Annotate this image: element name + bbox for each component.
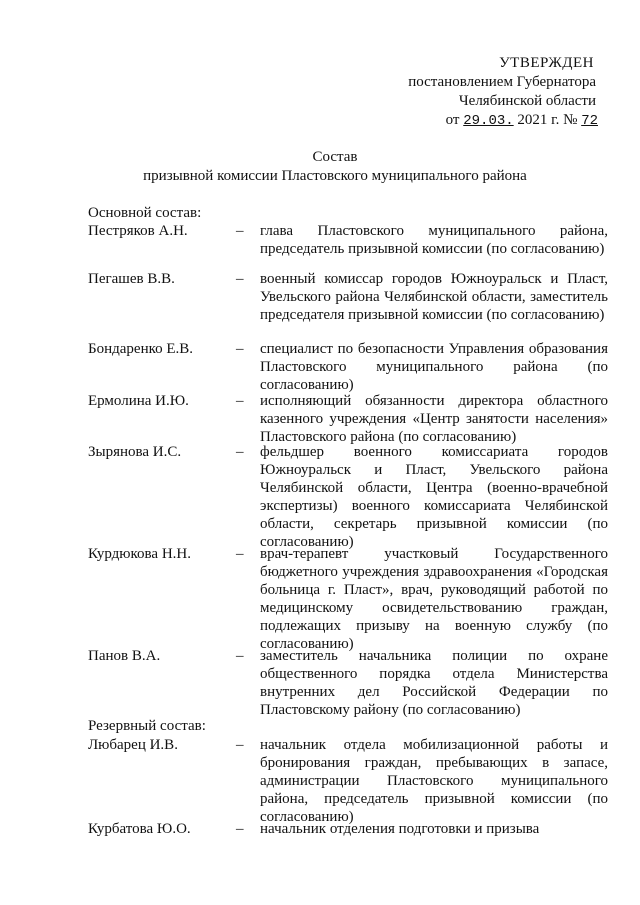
member-name: Бондаренко Е.В. (88, 341, 194, 357)
member-name: Курбатова Ю.О. (88, 821, 191, 837)
approval-heading: УТВЕРЖДЕН (499, 55, 594, 71)
member-name: Курдюкова Н.Н. (88, 546, 192, 562)
member-name: Панов В.А. (88, 648, 161, 664)
member-name: Любарец И.В. (88, 737, 178, 753)
year-text: 2021 г. № (517, 112, 578, 128)
member-name: Пегашев В.В. (88, 271, 175, 287)
dash: – (236, 737, 244, 753)
member-description: фельдшер военного комиссариата городов Южноуральск и Пласт, Увельского района Челябинской области, Центра (военно-врачебной экспертизы) военного комиссариата Челябинской области, секретарь призывной комиссии (по согласованию) (260, 444, 608, 550)
dash: – (236, 648, 244, 664)
title-line-2: призывной комиссии Пластовского муниципального района (143, 168, 527, 184)
title-line-1: Состав (312, 149, 358, 165)
dash: – (236, 271, 244, 287)
dash: – (236, 341, 244, 357)
member-name: Зырянова И.С. (88, 444, 182, 460)
member-description: военный комиссар городов Южноуральск и Пласт, Увельского района Челябинской области, заместитель председателя призывной комиссии (по согласованию) (260, 271, 608, 323)
dash: – (236, 393, 244, 409)
approval-stamp (380, 54, 620, 131)
member-description: исполняющий обязанности директора областного казенного учреждения «Центр занятости населения» Пластовского района (по согласованию) (260, 393, 608, 445)
member-description: специалист по безопасности Управления образования Пластовского муниципального района (по согласованию) (260, 341, 608, 393)
dash: – (236, 444, 244, 460)
member-description: начальник отдела мобилизационной работы и бронирования граждан, пребывающих в запасе, администрации Пластовского муниципального района, председатель призывной комиссии (по согласованию) (260, 737, 608, 825)
approval-date-line (380, 111, 620, 131)
document-title (100, 148, 570, 186)
decree-number: 72 (581, 113, 598, 129)
member-description: врач-терапевт участковый Государственного бюджетного учреждения здравоохранения «Городская больница г. Пласт», врач, руководящий работой по медицинскому освидетельствованию граждан, подлежащих призыву на военную службу (по согласованию) (260, 546, 608, 652)
dash: – (236, 546, 244, 562)
reserve-section-label: Резервный состав: (88, 718, 206, 734)
date-prefix: от (445, 112, 460, 128)
approval-line-1: постановлением Губернатора (408, 74, 596, 90)
member-description: заместитель начальника полиции по охране общественного порядка отдела Министерства внутренних дел Российской Федерации по Пластовскому району (по согласованию) (260, 648, 608, 718)
dash: – (236, 821, 244, 837)
dash: – (236, 223, 244, 239)
member-description: начальник отделения подготовки и призыва (260, 821, 540, 837)
approval-line-2: Челябинской области (458, 93, 596, 109)
member-name: Пестряков А.Н. (88, 223, 188, 239)
main-section-label: Основной состав: (88, 205, 202, 221)
member-name: Ермолина И.Ю. (88, 393, 189, 409)
date-value: 29.03. (463, 113, 514, 129)
member-description: глава Пластовского муниципального района, председатель призывной комиссии (по согласованию) (260, 223, 608, 257)
